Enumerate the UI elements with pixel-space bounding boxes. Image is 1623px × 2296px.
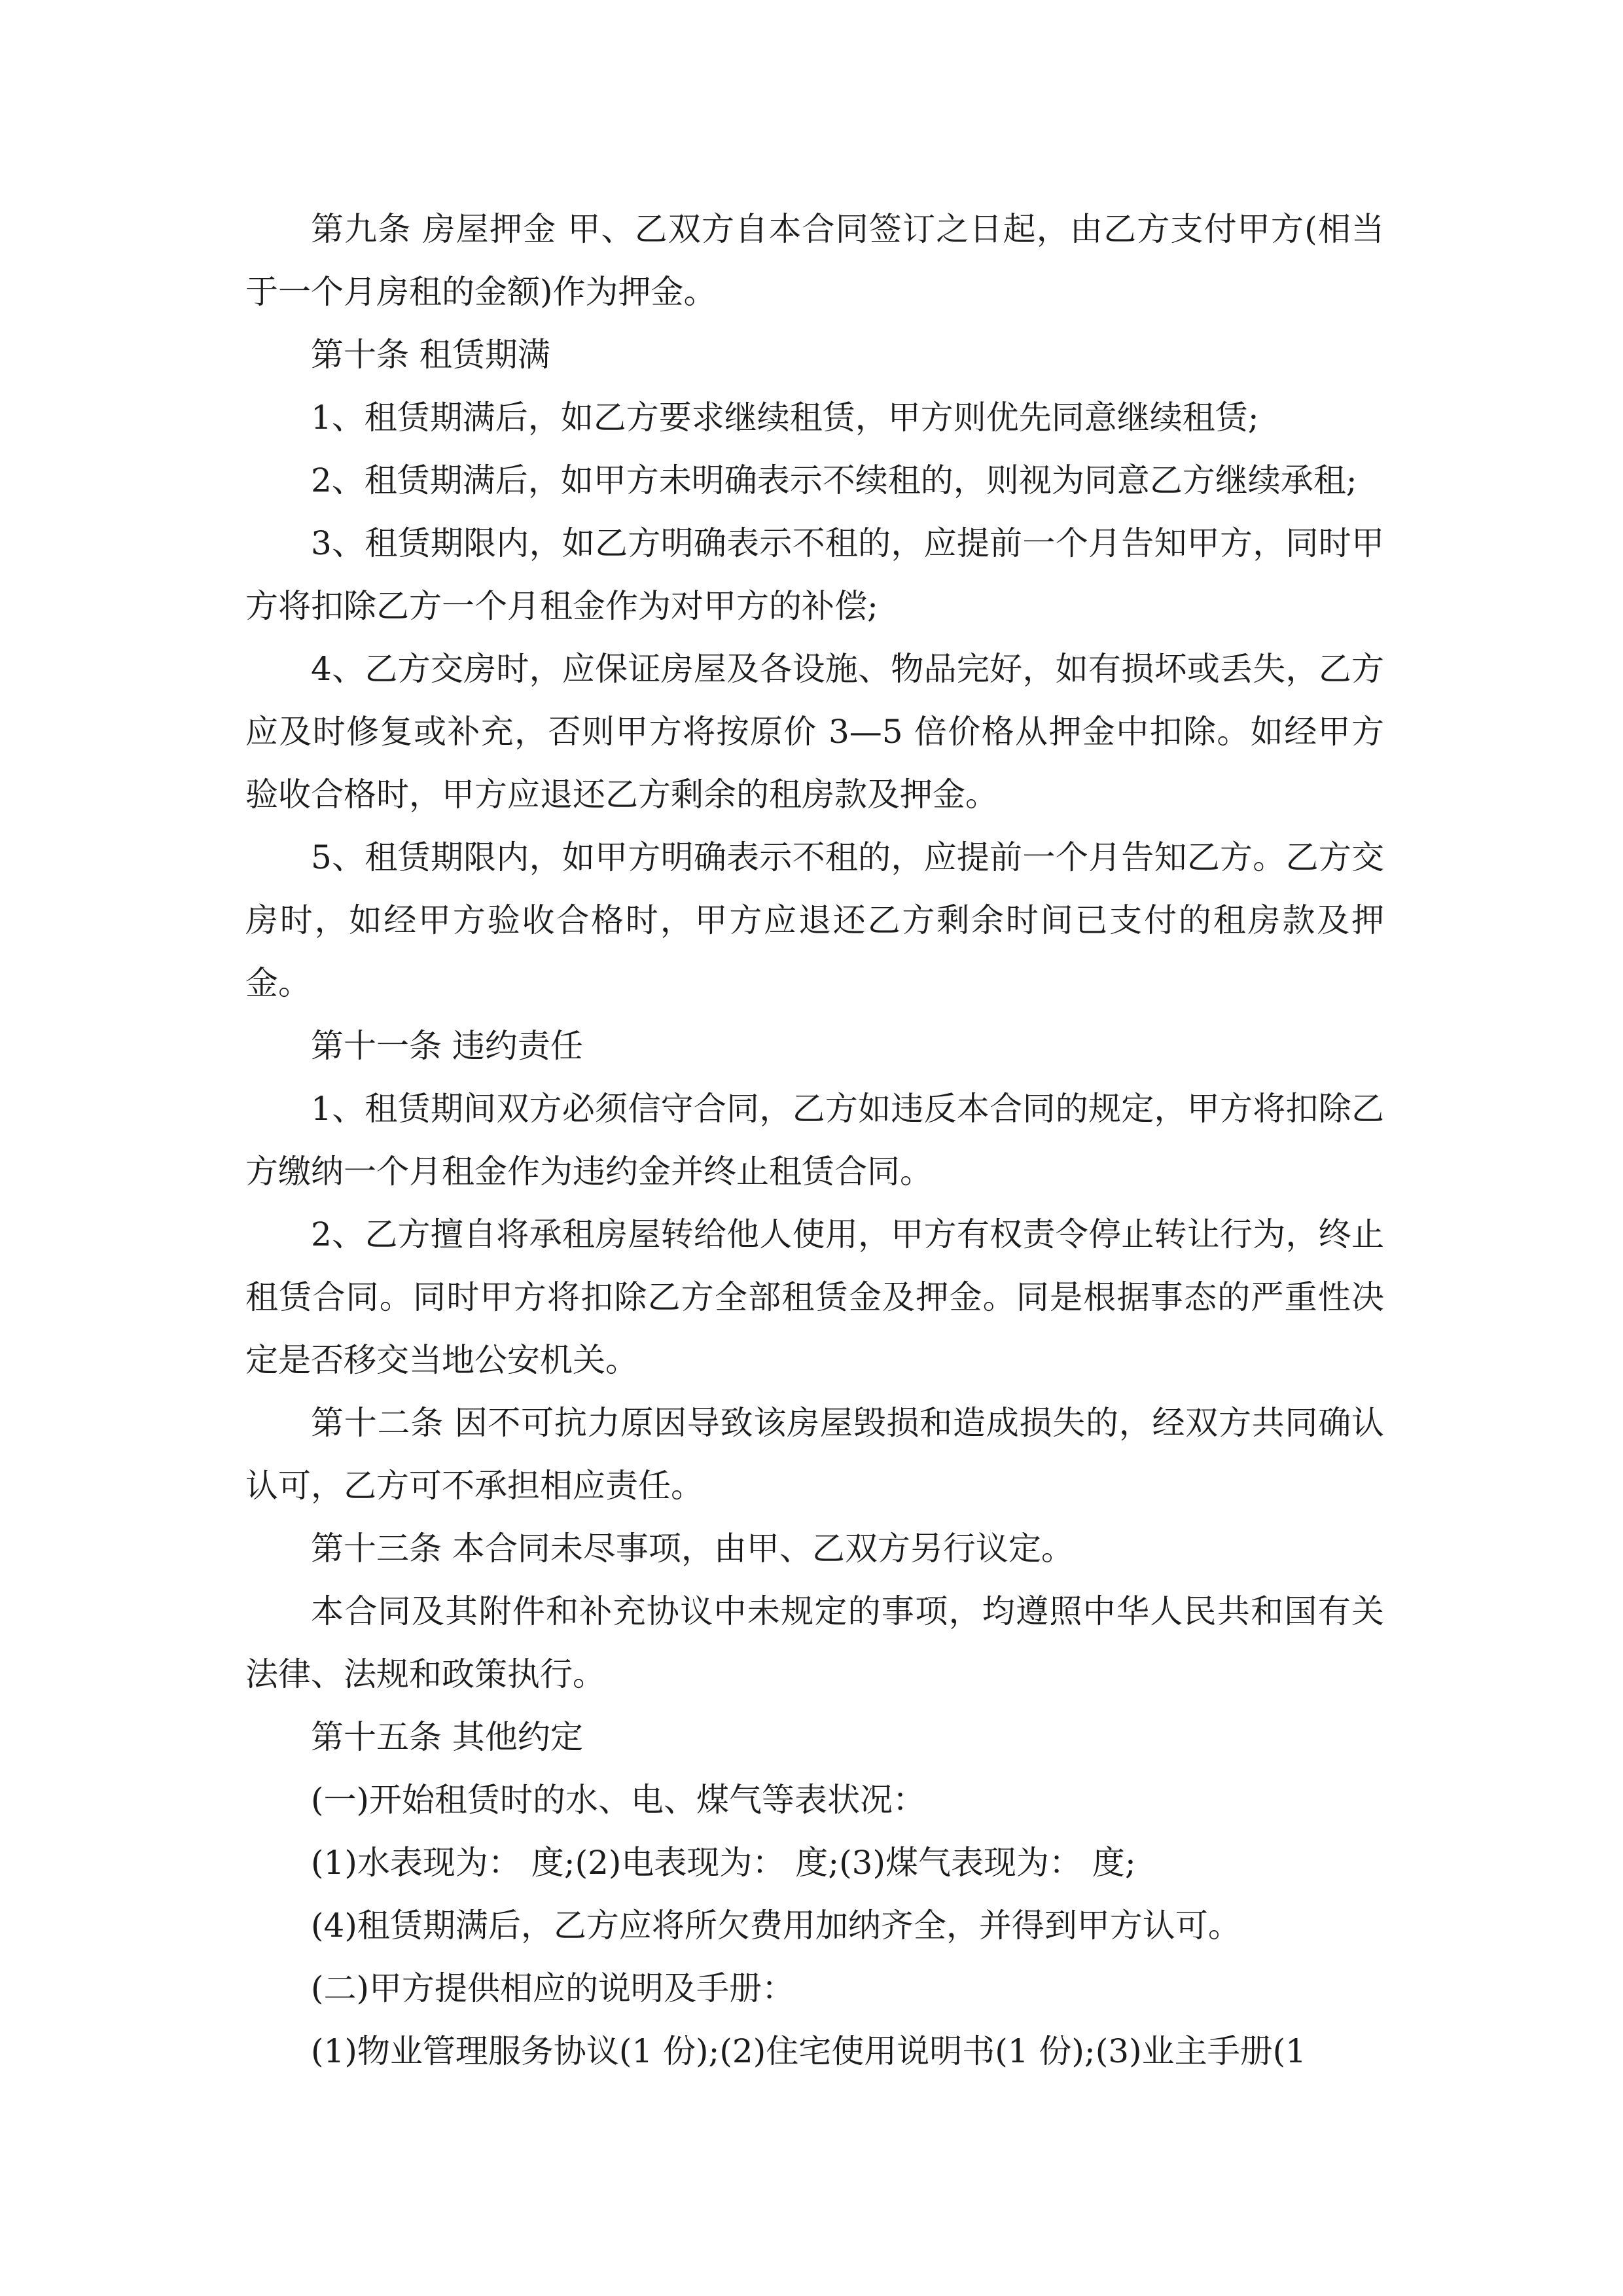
clause-11-item-2: 2、乙方擅自将承租房屋转给他人使用，甲方有权责令停止转让行为，终止租赁合同。同时甲方将扣除乙方全部租赁金及押金。同是根据事态的严重性决定是否移交当地公安机关。 [245,1215,1384,1379]
clause-15-section-1-heading: (一)开始租赁时的水、电、煤气等表状况： [311,1781,926,1819]
clause-12: 第十二条 因不可抗力原因导致该房屋毁损和造成损失的，经双方共同确认认可，乙方可不承担相应责任。 [245,1404,1384,1505]
clause-10-item-2: 2、租赁期满后，如甲方未明确表示不续租的，则视为同意乙方继续承租; [311,461,1357,499]
clause-9-deposit: 第九条 房屋押金 甲、乙双方自本合同签订之日起，由乙方支付甲方(相当于一个月房租的金额)作为押金。 [245,210,1384,311]
documents-list-line: (1)物业管理服务协议(1 份);(2)住宅使用说明书(1 份);(3)业主手册(1 [311,2032,1306,2070]
clause-13: 第十三条 本合同未尽事项，由甲、乙双方另行议定。 [311,1530,1074,1568]
contract-text-body [245,198,1384,2083]
clause-10-item-1: 1、租赁期满后，如乙方要求继续租赁，甲方则优先同意继续租赁; [311,399,1259,437]
governing-law-paragraph: 本合同及其附件和补充协议中未规定的事项，均遵照中华人民共和国有关法律、法规和政策执行。 [245,1592,1384,1693]
clause-10-item-5: 5、租赁期限内，如甲方明确表示不租的，应提前一个月告知乙方。乙方交房时，如经甲方验收合格时，甲方应退还乙方剩余时间已支付的租房款及押金。 [245,838,1384,1002]
meter-readings-line: (1)水表现为： 度;(2)电表现为： 度;(3)煤气表现为： 度; [311,1844,1136,1882]
clause-11-heading: 第十一条 违约责任 [311,1027,583,1065]
clause-15-section-1-item-4: (4)租赁期满后，乙方应将所欠费用加纳齐全，并得到甲方认可。 [311,1907,1241,1945]
clause-10-item-3: 3、租赁期限内，如乙方明确表示不租的，应提前一个月告知甲方，同时甲方将扣除乙方一个月租金作为对甲方的补偿; [245,524,1384,625]
clause-11-item-1: 1、租赁期间双方必须信守合同，乙方如违反本合同的规定，甲方将扣除乙方缴纳一个月租金作为违约金并终止租赁合同。 [245,1090,1384,1191]
clause-15-section-2-heading: (二)甲方提供相应的说明及手册： [311,1969,795,2007]
clause-15-heading: 第十五条 其他约定 [311,1718,583,1756]
clause-10-heading: 第十条 租赁期满 [311,336,550,374]
clause-10-item-4: 4、乙方交房时，应保证房屋及各设施、物品完好，如有损坏或丢失，乙方应及时修复或补充，否则甲方将按原价 3—5 倍价格从押金中扣除。如经甲方验收合格时，甲方应退还乙方剩余的租房款及押金。 [245,650,1384,814]
